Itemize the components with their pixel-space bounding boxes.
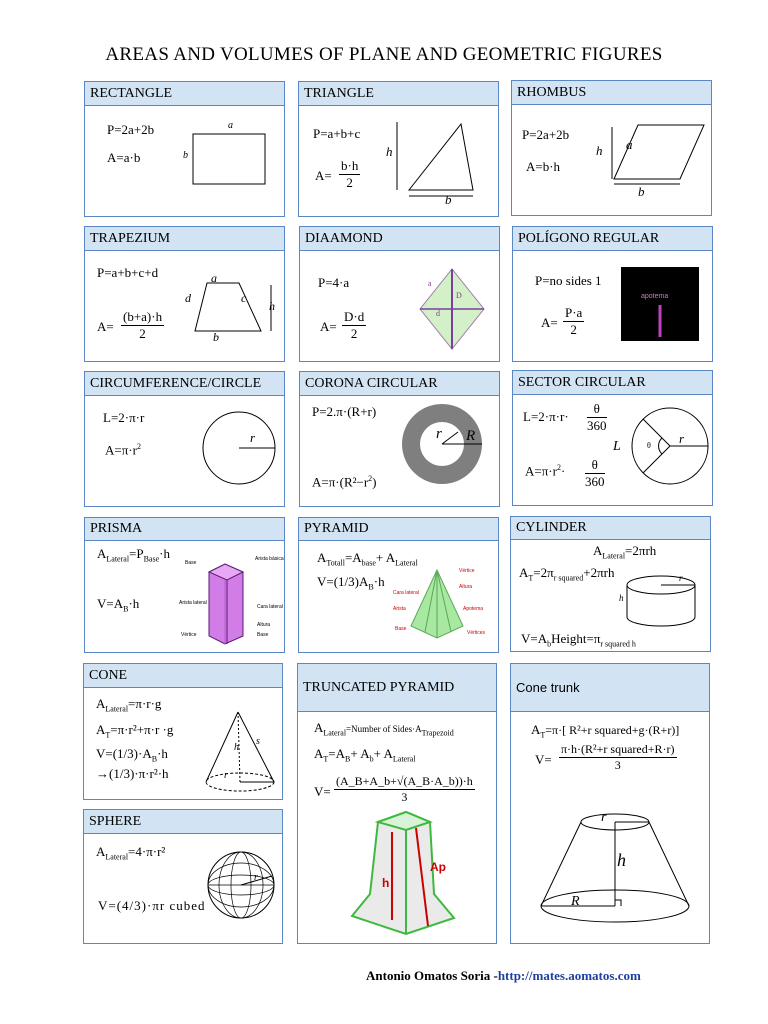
- radius-label: r: [254, 872, 258, 883]
- area-formula-lhs: A=: [541, 315, 558, 330]
- card-cone: [83, 663, 283, 800]
- numerator: π·h·(R²+r squared+R·r): [561, 742, 675, 756]
- denominator: 3: [401, 790, 408, 804]
- pyramid-label: Cara lateral: [393, 590, 419, 596]
- radius-label: r: [250, 430, 256, 445]
- total-area-formula: $A_T=2\pi_{r squared}+2\pi rh$: [519, 565, 615, 583]
- area-formula-lhs: A=: [320, 319, 337, 334]
- card-circle: [84, 371, 285, 507]
- numerator: θ: [587, 401, 607, 418]
- footer-credit: [366, 968, 641, 984]
- author-name: Antonio Omatos Soria -: [366, 968, 498, 983]
- pyramid-label: Vértice: [459, 568, 475, 574]
- numerator: (A_B+A_b+√(A_B·A_b))·h: [336, 774, 473, 788]
- perimeter-formula: P=a+b+c+d: [97, 265, 159, 280]
- perimeter-formula: P=2a+2b: [107, 122, 155, 137]
- outer-radius-label: R: [466, 428, 476, 444]
- perimeter-formula: P=2a+2b: [522, 127, 570, 142]
- side-a-label: a: [428, 279, 432, 288]
- sector-figure: [629, 405, 711, 487]
- volume-formula: V=(4/3)·πr cubed: [98, 898, 206, 913]
- height-label: h: [596, 143, 603, 158]
- card-title: RECTANGLE: [85, 82, 284, 106]
- slant-label: s: [256, 736, 260, 747]
- prism-label: Vértice: [181, 632, 197, 638]
- top-radius-label: r: [601, 810, 607, 825]
- prism-label: Arista lateral: [179, 600, 207, 606]
- side-b-label: b: [638, 184, 645, 199]
- card-diamond: [299, 226, 500, 362]
- area-formula-lhs: A=: [97, 319, 114, 334]
- card-title: TRIANGLE: [299, 82, 498, 106]
- total-area-formula: $A_T=\pi\cdot r^2+\pi\cdot r \cdot g$: [96, 722, 174, 740]
- height-label: h: [617, 850, 626, 870]
- prism-label: Base: [257, 632, 269, 638]
- rectangle-figure: [183, 126, 273, 188]
- side-c-label: c: [241, 291, 247, 305]
- diagonal-d-label: d: [436, 309, 440, 318]
- perimeter-formula: P=no sides 1: [535, 273, 602, 288]
- radius-label: r: [679, 573, 683, 583]
- card-rhombus: [511, 80, 712, 216]
- card-sector: [512, 370, 713, 506]
- volume-formula: $V=(1/3)\cdot A_B\cdot h$: [96, 746, 168, 764]
- card-title: CONE: [84, 664, 282, 688]
- denominator: 360: [587, 418, 607, 433]
- perimeter-formula: P=a+b+c: [313, 126, 361, 141]
- side-d-label: d: [185, 291, 191, 305]
- inner-radius-label: r: [436, 426, 442, 442]
- denominator: 2: [139, 326, 146, 341]
- card-title: CORONA CIRCULAR: [300, 372, 499, 396]
- area-formula: $A_{Lateral}=4\cdot\pi\cdot r^2$: [96, 844, 166, 862]
- denominator: 3: [614, 758, 621, 772]
- card-corona: [299, 371, 500, 507]
- length-formula-lhs: L=2·π·r·: [523, 409, 569, 424]
- lateral-area-formula: $A_{Lateral}=\pi\cdot r\cdot g$: [96, 696, 162, 714]
- area-formula-lhs: A=: [315, 168, 332, 183]
- numerator: D·d: [344, 309, 365, 324]
- card-title: SECTOR CIRCULAR: [513, 371, 712, 395]
- volume-fraction: [334, 774, 475, 805]
- prism-label: Arista básica: [255, 556, 284, 562]
- length-formula: L=2·π·r: [103, 410, 145, 425]
- area-fraction: [121, 309, 164, 342]
- prism-label: Base: [185, 560, 197, 566]
- radius-label: r: [224, 770, 228, 781]
- side-a-label: a: [228, 120, 233, 131]
- height-label: h: [382, 876, 390, 890]
- total-area-formula: $A_{Totall}=A_{base}+ A_{Lateral}$: [317, 550, 418, 568]
- pyramid-label: Altura: [459, 584, 473, 590]
- prism-figure: [203, 560, 249, 646]
- cone-figure: [200, 708, 280, 796]
- side-b-label: b: [183, 150, 188, 161]
- bottom-radius-label: R: [571, 894, 580, 909]
- total-area-formula: $A_T=A_B+ A_b+ A_{Lateral}$: [314, 746, 416, 764]
- lateral-area-formula: $A_{Lateral}=Number$ of $Sides\cdot A_{Trapezoid}$: [314, 720, 454, 738]
- height-label: h: [386, 144, 393, 159]
- area-formula: $A=\pi\cdot r^2$: [105, 442, 141, 458]
- height-label: h: [234, 742, 239, 753]
- lateral-area-formula: $A_{Lateral}=2\pi rh$: [593, 543, 657, 561]
- pyramid-label: Base: [395, 626, 407, 632]
- pyramid-label: Apotema: [463, 606, 484, 612]
- apothem-label: Ap: [430, 860, 446, 874]
- card-trapezium: [84, 226, 285, 362]
- length-fraction: [587, 401, 607, 434]
- denominator: 360: [585, 474, 605, 489]
- card-truncated-pyramid: [297, 663, 497, 944]
- trapezium-figure: [189, 279, 279, 337]
- volume-formula-expanded: →(1/3)·π·r²·h: [96, 766, 169, 781]
- area-fraction: [563, 305, 584, 338]
- perimeter-formula: P=4·a: [318, 275, 350, 290]
- sphere-figure: [206, 850, 276, 920]
- total-area-formula: $A_T=\pi\cdot$[ R²+r squared+g·(R+r)]: [531, 722, 680, 740]
- card-title: CYLINDER: [511, 517, 710, 540]
- height-label: h: [269, 299, 275, 313]
- card-title: RHOMBUS: [512, 81, 711, 105]
- volume-formula: $V=A_bHeight=\pi_{r squared h}$: [521, 631, 636, 649]
- volume-formula: $V=(1/3)A_B\cdot h$: [317, 574, 385, 592]
- area-formula-lhs: $A=\pi\cdot r^2\cdot$: [525, 463, 566, 479]
- card-title: PYRAMID: [299, 518, 498, 541]
- card-triangle: [298, 81, 499, 217]
- card-pyramid: [298, 517, 499, 653]
- height-label: h: [619, 593, 624, 603]
- denominator: 2: [350, 326, 358, 341]
- area-fraction: [339, 158, 360, 191]
- numerator: b·h: [341, 158, 359, 173]
- card-title: SPHERE: [84, 810, 282, 834]
- numerator: (b+a)·h: [123, 309, 163, 324]
- area-fraction: [342, 309, 366, 342]
- side-a-label: a: [626, 137, 633, 152]
- diagonal-D-label: D: [456, 291, 462, 300]
- arc-length-label: L: [613, 439, 621, 454]
- prism-label: Altura: [257, 622, 271, 628]
- rhombus-figure: [604, 121, 708, 197]
- diamond-figure: [408, 265, 488, 353]
- pyramid-figure: [407, 568, 467, 642]
- cone-trunk-figure: [535, 810, 695, 936]
- pyramid-label: Vértices: [467, 630, 486, 636]
- apotema-label: apotema: [641, 293, 669, 300]
- card-title: Cone trunk: [511, 664, 709, 712]
- cylinder-figure: [619, 573, 703, 629]
- volume-formula-lhs: V=: [314, 784, 331, 799]
- volume-fraction: [559, 742, 677, 773]
- numerator: P·a: [565, 305, 583, 320]
- card-rectangle: [84, 81, 285, 217]
- card-cylinder: [510, 516, 711, 652]
- angle-label: θ: [647, 441, 651, 450]
- circle-figure: [199, 408, 279, 488]
- card-title: POLÍGONO REGULAR: [513, 227, 712, 251]
- card-title: DIAAMOND: [300, 227, 499, 251]
- page-title: AREAS AND VOLUMES OF PLANE AND GEOMETRIC FIGURES: [105, 44, 663, 65]
- radius-label: r: [679, 431, 685, 446]
- volume-formula-lhs: V=: [535, 752, 552, 767]
- card-cone-trunk: [510, 663, 710, 944]
- base-label: b: [445, 192, 452, 207]
- volume-formula: $V=A_B\cdot h$: [97, 596, 140, 614]
- side-a-label: a: [211, 271, 217, 285]
- card-sphere: [83, 809, 283, 944]
- card-prism: [84, 517, 285, 653]
- area-formula: $A=\pi\cdot(R^2-r^2)$: [312, 474, 377, 490]
- lateral-area-formula: $A_{Lateral}=P_{Base}\cdot h$: [97, 546, 171, 564]
- card-title: CIRCUMFERENCE/CIRCLE: [85, 372, 284, 396]
- area-formula: A=b·h: [526, 159, 561, 174]
- denominator: 2: [570, 322, 577, 337]
- numerator: θ: [585, 457, 605, 474]
- triangle-figure: [391, 118, 491, 210]
- perimeter-formula: P=2.π·(R+r): [312, 404, 377, 419]
- prism-label: Cara lateral: [257, 604, 283, 610]
- card-title: TRUNCATED PYRAMID: [298, 664, 496, 712]
- area-formula: A=a·b: [107, 150, 141, 165]
- card-polygon: [512, 226, 713, 362]
- pyramid-label: Arista: [393, 606, 406, 612]
- denominator: 2: [346, 175, 353, 190]
- polygon-apotema-figure: [621, 267, 699, 341]
- area-fraction: [585, 457, 605, 490]
- card-title: PRISMA: [85, 518, 284, 541]
- card-title: TRAPEZIUM: [85, 227, 284, 251]
- side-b-label: b: [213, 330, 219, 344]
- website-link[interactable]: http://mates.aomatos.com: [497, 968, 641, 983]
